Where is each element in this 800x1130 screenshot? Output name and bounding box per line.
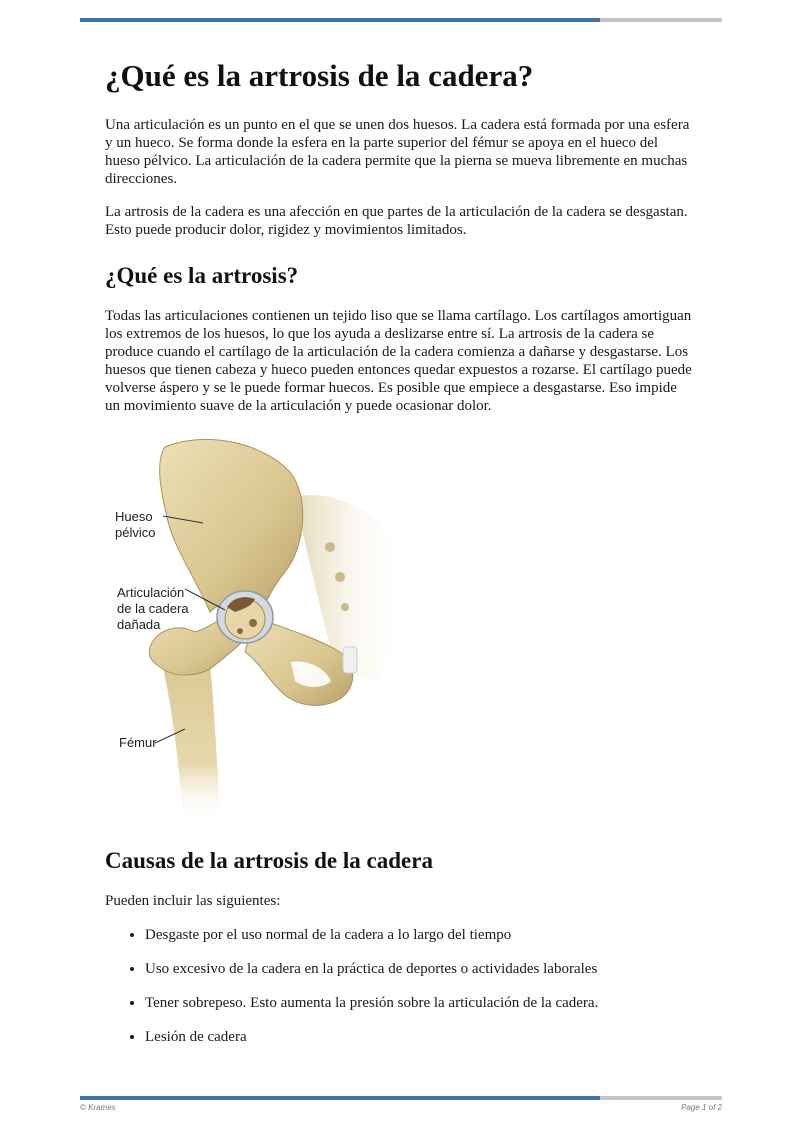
section-heading-artrosis: ¿Qué es la artrosis? — [105, 263, 299, 288]
artrosis-paragraph: Todas las articulaciones contienen un tejido liso que se llama cartílago. Los cartílagos amortiguan los extremos de los huesos, lo que los ayuda a deslizarse entre sí. La artrosis de la cadera se produce cuando el cartílago de la articulación de la cadera comienza a dañarse y desgastarse. Los huesos que tienen cabeza y hueco pueden entonces quedar expuestos a rozarse. El cartílago puede volverse áspero y se le puede formar huecos. Es posible que empiece a desgastarse. Eso impide un movimiento suave de la articulación y puede ocasionar dolor. — [105, 308, 692, 414]
intro-paragraph-1: Una articulación es un punto en el que se unen dos huesos. La cadera está formada por una esfera y un hueco. Se forma donde la esfera en la parte superior del fémur se apoya en el hueco del hueso pélvico. La articulación de la cadera permite que la pierna se mueva libremente en muchas direcciones. — [105, 117, 690, 187]
footer-copyright: © Krames — [80, 1103, 116, 1112]
causas-list — [105, 926, 695, 1046]
list-item: • Lesión de cadera — [145, 1028, 695, 1046]
bottom-rule — [80, 1096, 722, 1100]
footer-page-number: Page 1 of 2 — [681, 1103, 722, 1112]
list-item: • Uso excesivo de la cadera en la práctica de deportes o actividades laborales — [145, 960, 695, 978]
top-rule — [80, 18, 722, 22]
label-articulacion-danada: Articulación de la cadera dañada — [117, 585, 189, 632]
hip-illustration — [95, 437, 425, 822]
list-item: • Tener sobrepeso. Esto aumenta la presión sobre la articulación de la cadera. — [145, 994, 695, 1012]
label-hueso-pelvico: Hueso pélvico — [115, 509, 156, 540]
list-item: • Desgaste por el uso normal de la cadera a lo largo del tiempo — [145, 926, 695, 944]
section-heading-causas: Causas de la artrosis de la cadera — [105, 848, 433, 873]
intro-paragraph-2: La artrosis de la cadera es una afección en que partes de la articulación de la cadera se desgastan. Esto puede producir dolor, rigidez y movimientos limitados. — [105, 204, 688, 238]
causas-intro: Pueden incluir las siguientes: — [105, 893, 281, 909]
article — [105, 56, 695, 1062]
label-femur: Fémur — [119, 735, 157, 750]
page-title: ¿Qué es la artrosis de la cadera? — [105, 58, 534, 93]
